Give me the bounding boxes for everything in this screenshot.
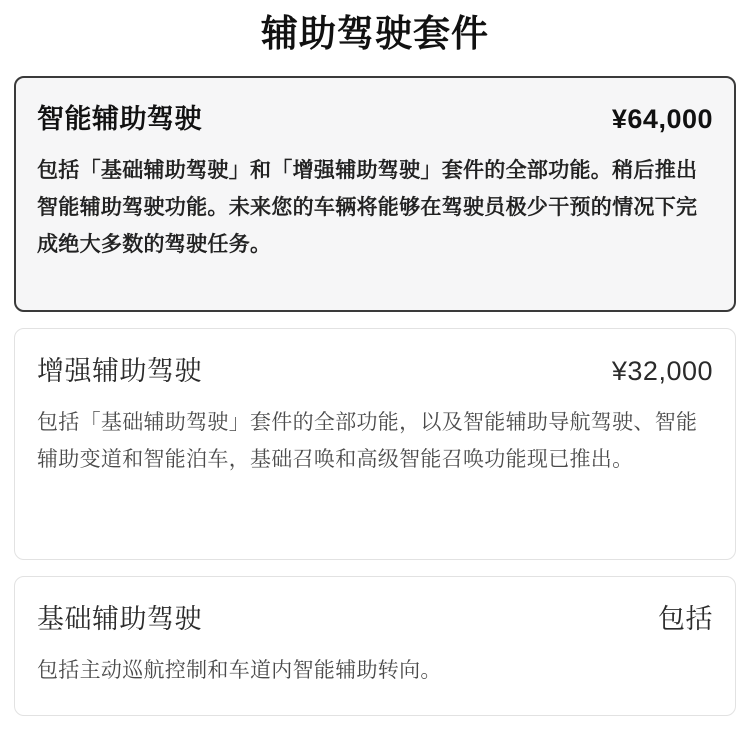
option-card-basic-assisted-driving[interactable] xyxy=(14,576,736,716)
option-description: 包括主动巡航控制和车道内智能辅助转向。 xyxy=(37,659,442,683)
option-header xyxy=(37,103,713,135)
option-description: 包括「基础辅助驾驶」和「增强辅助驾驶」套件的全部功能。稍后推出智能辅助驾驶功能。未来您的车辆将能够在驾驶员极少干预的情况下完成绝大多数的驾驶任务。 xyxy=(37,159,698,256)
option-card-intelligent-assisted-driving[interactable] xyxy=(14,76,736,312)
option-card-enhanced-assisted-driving[interactable] xyxy=(14,328,736,560)
option-header xyxy=(37,355,713,387)
option-name: 基础辅助驾驶 xyxy=(37,604,202,635)
page-title: 辅助驾驶套件 xyxy=(261,13,489,54)
option-price: ¥32,000 xyxy=(611,356,713,387)
option-name: 智能辅助驾驶 xyxy=(37,104,202,135)
option-header xyxy=(37,603,713,635)
option-description: 包括「基础辅助驾驶」套件的全部功能，以及智能辅助导航驾驶、智能辅助变道和智能泊车，基础召唤和高级智能召唤功能现已推出。 xyxy=(37,411,698,472)
option-price: ¥64,000 xyxy=(611,104,713,135)
option-price: 包括 xyxy=(658,604,713,635)
option-name: 增强辅助驾驶 xyxy=(37,356,202,387)
